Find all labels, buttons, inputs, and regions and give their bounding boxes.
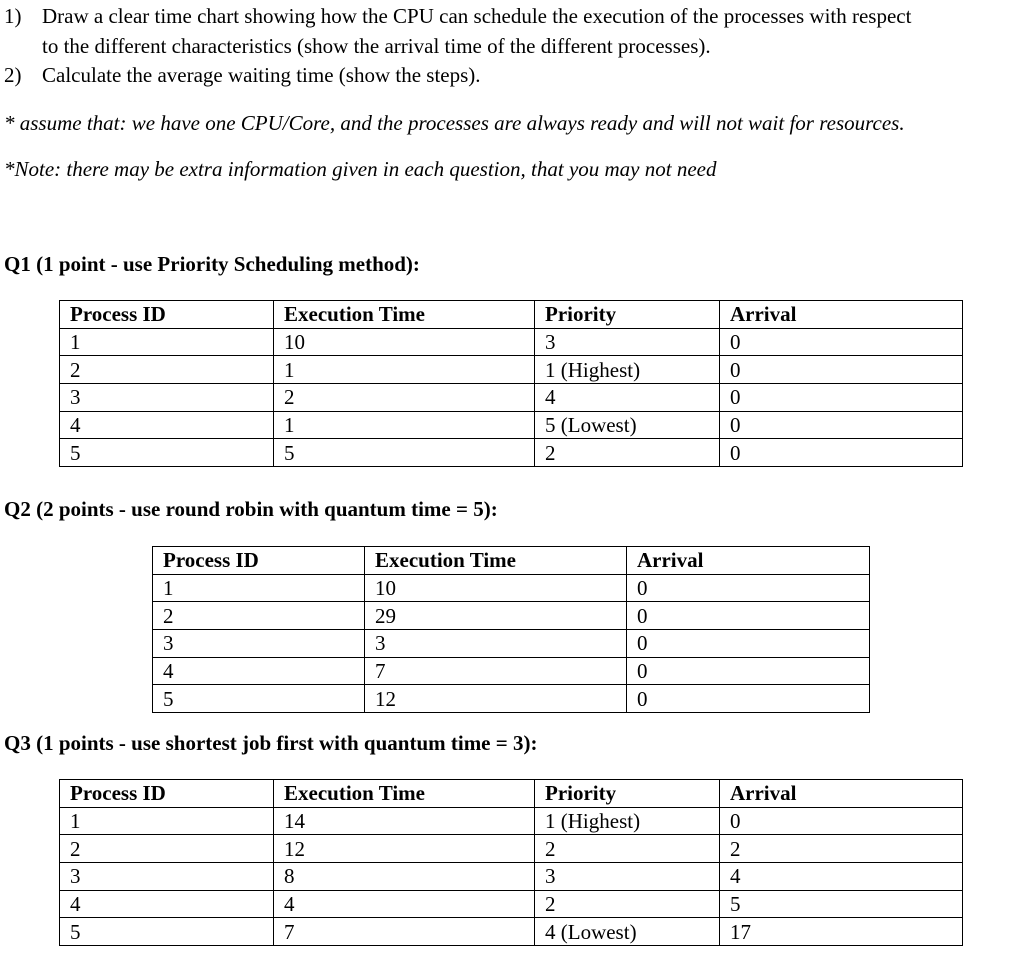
cell: 12 (365, 685, 627, 713)
cell: 5 (60, 918, 274, 946)
cell: 5 (720, 890, 963, 918)
q1-header-arrival: Arrival (720, 301, 963, 329)
table-row (153, 630, 870, 658)
cell: 4 (Lowest) (535, 918, 720, 946)
instruction-2-number: 2) (4, 63, 22, 87)
table-row (60, 328, 963, 356)
instruction-1-line-1: Draw a clear time chart showing how the CPU can schedule the execution of the processes with respect (42, 4, 912, 28)
cell: 2 (153, 602, 365, 630)
cell: 8 (274, 863, 535, 891)
table-row (60, 918, 963, 946)
table-row (60, 384, 963, 412)
cell: 0 (627, 657, 870, 685)
table-row (60, 863, 963, 891)
q3-header-process-id: Process ID (60, 780, 274, 808)
q1-heading: Q1 (1 point - use Priority Scheduling method): (4, 252, 420, 276)
cell: 1 (274, 356, 535, 384)
q3-table (59, 779, 963, 946)
cell: 0 (720, 411, 963, 439)
cell: 0 (720, 439, 963, 467)
cell: 1 (Highest) (535, 356, 720, 384)
q3-header-arrival: Arrival (720, 780, 963, 808)
cell: 2 (60, 356, 274, 384)
table-row (60, 890, 963, 918)
instruction-2-line-1: Calculate the average waiting time (show the steps). (42, 63, 481, 87)
table-row (60, 835, 963, 863)
table-row (60, 807, 963, 835)
cell: 5 (Lowest) (535, 411, 720, 439)
cell: 2 (535, 835, 720, 863)
q2-heading: Q2 (2 points - use round robin with quantum time = 5): (4, 497, 498, 521)
cell: 0 (627, 630, 870, 658)
q2-header-arrival: Arrival (627, 547, 870, 575)
q2-header-execution-time: Execution Time (365, 547, 627, 575)
cell: 0 (627, 685, 870, 713)
q3-header-priority: Priority (535, 780, 720, 808)
cell: 7 (274, 918, 535, 946)
cell: 14 (274, 807, 535, 835)
cell: 10 (365, 574, 627, 602)
cell: 1 (60, 328, 274, 356)
q1-header-process-id: Process ID (60, 301, 274, 329)
cell: 0 (720, 384, 963, 412)
q1-header-execution-time: Execution Time (274, 301, 535, 329)
cell: 2 (720, 835, 963, 863)
table-row (153, 657, 870, 685)
cell: 2 (535, 890, 720, 918)
cell: 10 (274, 328, 535, 356)
table-row (60, 411, 963, 439)
q3-header-row (60, 780, 963, 808)
cell: 4 (535, 384, 720, 412)
q3-heading: Q3 (1 points - use shortest job first with quantum time = 3): (4, 731, 538, 755)
instruction-1-number: 1) (4, 4, 22, 28)
cell: 1 (153, 574, 365, 602)
cell: 0 (627, 574, 870, 602)
cell: 4 (720, 863, 963, 891)
q2-header-process-id: Process ID (153, 547, 365, 575)
cell: 4 (153, 657, 365, 685)
assumption-note: * assume that: we have one CPU/Core, and the processes are always ready and will not wait for resources. (4, 111, 905, 135)
cell: 3 (60, 384, 274, 412)
cell: 3 (535, 863, 720, 891)
cell: 3 (153, 630, 365, 658)
q1-header-priority: Priority (535, 301, 720, 329)
table-row (60, 439, 963, 467)
table-row (153, 574, 870, 602)
cell: 2 (274, 384, 535, 412)
cell: 1 (Highest) (535, 807, 720, 835)
table-row (153, 602, 870, 630)
cell: 0 (720, 356, 963, 384)
cell: 0 (720, 807, 963, 835)
cell: 4 (274, 890, 535, 918)
q1-table (59, 300, 963, 467)
cell: 4 (60, 890, 274, 918)
cell: 3 (535, 328, 720, 356)
instruction-1-line-2: to the different characteristics (show the arrival time of the different processes). (42, 34, 711, 58)
cell: 2 (535, 439, 720, 467)
extra-info-note: *Note: there may be extra information given in each question, that you may not need (4, 157, 717, 181)
q1-header-row (60, 301, 963, 329)
cell: 5 (153, 685, 365, 713)
table-row (153, 685, 870, 713)
cell: 3 (60, 863, 274, 891)
cell: 1 (60, 807, 274, 835)
cell: 5 (274, 439, 535, 467)
cell: 0 (720, 328, 963, 356)
cell: 5 (60, 439, 274, 467)
cell: 29 (365, 602, 627, 630)
table-row (60, 356, 963, 384)
cell: 0 (627, 602, 870, 630)
cell: 2 (60, 835, 274, 863)
cell: 7 (365, 657, 627, 685)
q3-header-execution-time: Execution Time (274, 780, 535, 808)
cell: 3 (365, 630, 627, 658)
cell: 4 (60, 411, 274, 439)
q2-table (152, 546, 870, 713)
cell: 17 (720, 918, 963, 946)
cell: 12 (274, 835, 535, 863)
q2-header-row (153, 547, 870, 575)
cell: 1 (274, 411, 535, 439)
